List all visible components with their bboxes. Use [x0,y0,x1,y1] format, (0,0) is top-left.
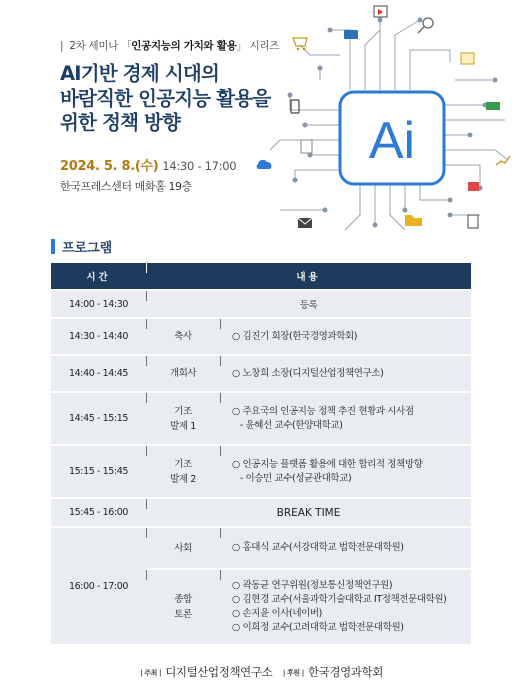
content-line: ○ 곽동균 연구위원(정보통신정책연구원) [232,580,393,591]
content-cell [220,445,471,498]
event-date-text: 2024. 5. 8.(수) [60,159,159,174]
footer [0,664,519,680]
heading-marker [51,239,55,254]
table-row [51,527,471,569]
event-date [60,155,236,174]
time-cell: 14:30 - 14:40 [51,318,146,355]
role-cell [146,355,220,392]
time-cell: 14:45 - 15:15 [51,392,146,445]
table-row [51,445,471,498]
row-divider-tick [146,446,147,456]
header-divider-tick [146,263,147,273]
row-divider-tick [220,446,221,456]
role-cell [146,318,220,355]
event-venue: 한국프레스센터 매화홀 19층 [60,180,192,193]
program-table [51,263,471,644]
full-cell [146,498,471,527]
ai-circuit-graphic [250,0,519,235]
time-cell: 14:00 - 14:30 [51,290,146,318]
content-line: - 윤혜선 교수(한양대학교) [232,419,343,431]
row-divider-tick [220,528,221,538]
role-cell [146,392,220,445]
event-time: 14:30 - 17:00 [162,159,237,173]
row-divider-tick [146,499,147,509]
row-divider-tick [146,356,147,366]
row-divider-tick [146,319,147,329]
row-divider-tick [146,291,147,301]
time-cell: 16:00 - 17:00 [51,527,146,644]
row-divider-tick [146,528,147,538]
role-cell [146,445,220,498]
content-line: ○ 노창희 소장(디지털산업정책연구소) [232,367,384,379]
content-line: ○ 손지윤 이사(네이버) [232,608,322,619]
table-row [51,355,471,392]
table-row [51,392,471,445]
content-cell [220,392,471,445]
host-name: 디지털산업정책연구소 [165,665,273,679]
full-cell-text: BREAK TIME [276,506,341,519]
title-line-3: 위한 정책 방향 [60,111,181,134]
role-text: 기조 [174,458,192,470]
time-cell: 14:40 - 14:45 [51,355,146,392]
content-line: ○ 이희정 교수(고려대학교 법학전문대학원) [232,622,404,633]
table-row [51,318,471,355]
full-cell-text: 등록 [299,300,318,311]
time-cell: 15:45 - 16:00 [51,498,146,527]
content-line: ○ 김진기 회장(한국경영과학회) [232,330,358,342]
row-divider-tick [220,570,221,580]
role-cell [146,569,220,644]
content-cell [220,355,471,392]
role-text: 토론 [174,609,192,620]
title-line-1: AI기반 경제 시대의 [60,62,219,85]
row-divider-tick [146,570,147,580]
role-text: 축사 [174,331,192,342]
series-label [60,38,279,53]
column-content-label: 내용 [296,272,321,283]
content-line: ○ 인공지능 플랫폼 활용에 대한 합리적 정책방향 [232,458,423,470]
title-line-2: 바람직한 인공지능 활용을 [60,86,271,110]
role-text: 사회 [174,542,192,554]
role-text: 개회사 [169,368,197,379]
series-title: 인공지능의 가치와 활용 [131,40,237,52]
host-tag: | 주최 | [140,669,162,677]
content-cell [220,318,471,355]
role-text: 발제 1 [170,420,196,432]
program-heading [51,237,112,256]
sponsor-name: 한국경영과학회 [307,665,383,679]
content-line: ○ 홍대식 교수(서강대학교 법학전문대학원) [232,542,404,553]
ai-center-label: Ai [368,112,416,170]
column-time [51,263,146,290]
content-line: - 이승민 교수(성균관대학교) [232,472,352,484]
series-bar: | [60,40,64,52]
content-cell [220,569,471,644]
row-divider-tick [220,356,221,366]
role-text: 기조 [174,405,192,417]
table-row [51,498,471,527]
role-text: 종합 [174,594,192,605]
sponsor-tag: | 후원 | [282,669,304,677]
content-cell [220,527,471,569]
table-row [51,290,471,318]
row-divider-tick [220,319,221,329]
page-title [60,62,270,136]
content-line: ○ 김현경 교수(서울과학기술대학교 IT정책전문대학원) [232,594,447,605]
column-content [146,263,471,290]
role-cell [146,527,220,569]
program-heading-text: 프로그램 [62,241,113,256]
role-text: 발제 2 [170,473,196,485]
series-suffix: 」 시리즈 [236,40,280,52]
row-divider-tick [220,393,221,403]
content-line: ○ 주요국의 인공지능 정책 추진 현황과 시사점 [232,405,414,417]
series-prefix: 2차 세미나 「 [69,40,132,52]
time-cell: 15:15 - 15:45 [51,445,146,498]
row-divider-tick [146,393,147,403]
column-time-label: 시간 [86,272,111,283]
full-cell [146,290,471,318]
